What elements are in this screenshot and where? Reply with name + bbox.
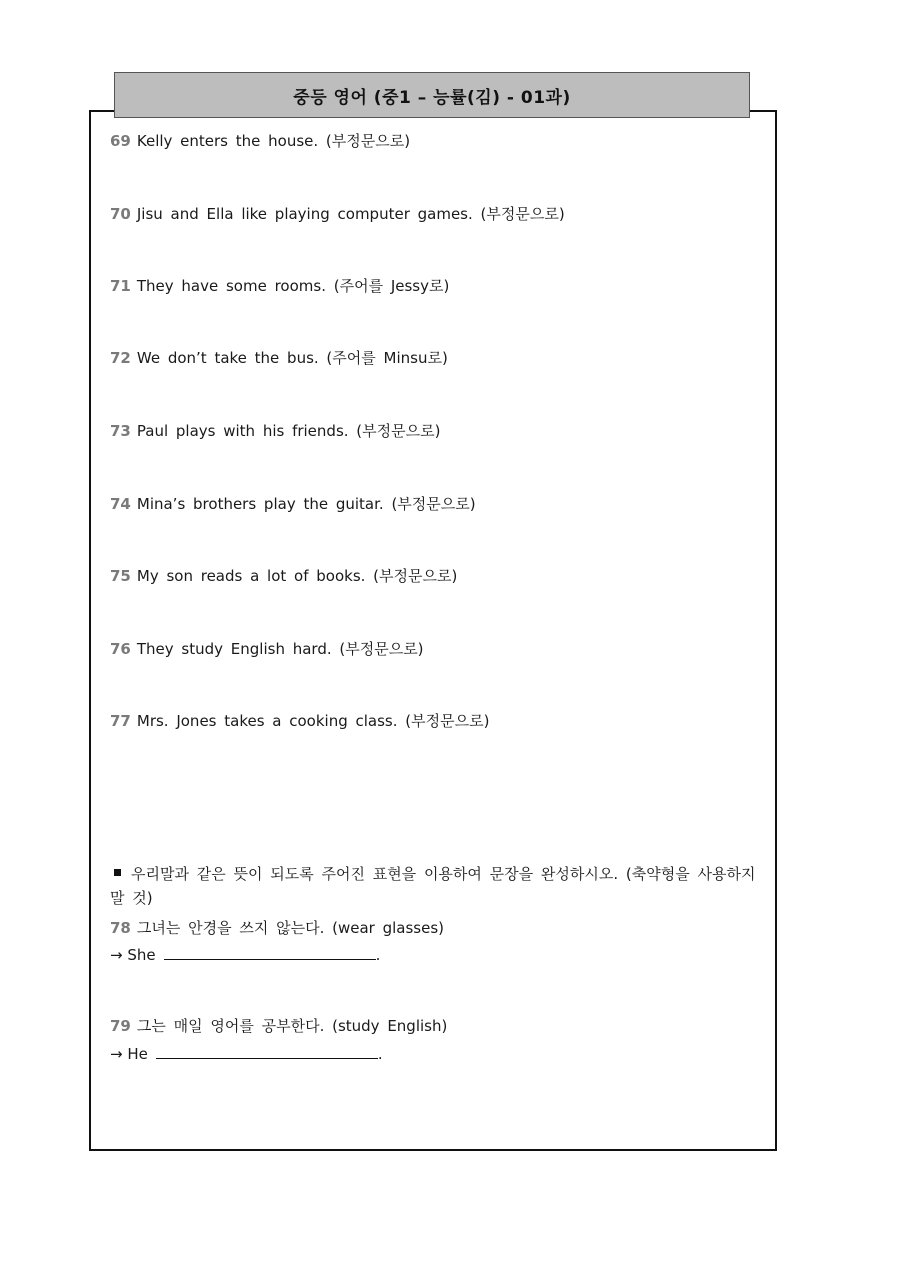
question-number: 73 bbox=[110, 422, 131, 440]
question-number: 74 bbox=[110, 495, 131, 513]
answer-blank[interactable] bbox=[156, 1044, 378, 1059]
question-73 bbox=[110, 421, 440, 441]
worksheet-frame bbox=[89, 110, 777, 1151]
question-number: 75 bbox=[110, 567, 131, 585]
question-75 bbox=[110, 566, 457, 586]
question-text: They study English hard. (부정문으로) bbox=[136, 640, 424, 658]
question-text: We don’t take the bus. (주어를 Minsu로) bbox=[136, 349, 448, 367]
question-text: Paul plays with his friends. (부정문으로) bbox=[136, 422, 441, 440]
instruction bbox=[110, 862, 758, 910]
question-70 bbox=[110, 204, 565, 224]
page-title bbox=[114, 72, 750, 118]
square-bullet-icon bbox=[114, 869, 121, 876]
question-76 bbox=[110, 639, 424, 659]
question-number: 76 bbox=[110, 640, 131, 658]
answer-prefix: → He bbox=[110, 1045, 148, 1063]
answer-prefix: → She bbox=[110, 946, 156, 964]
question-text: 그녀는 안경을 쓰지 않는다. (wear glasses) bbox=[136, 919, 444, 937]
question-text: My son reads a lot of books. (부정문으로) bbox=[136, 567, 458, 585]
answer-line-79 bbox=[110, 1044, 383, 1064]
question-number: 78 bbox=[110, 919, 131, 937]
question-number: 72 bbox=[110, 349, 131, 367]
answer-suffix: . bbox=[377, 1045, 383, 1063]
answer-suffix: . bbox=[375, 946, 381, 964]
question-69 bbox=[110, 131, 410, 151]
question-72 bbox=[110, 348, 448, 368]
page-title-text: 중등 영어 (중1 – 능률(김) - 01과) bbox=[293, 87, 571, 108]
question-text: Kelly enters the house. (부정문으로) bbox=[136, 132, 411, 150]
question-number: 79 bbox=[110, 1017, 131, 1035]
question-text: Mrs. Jones takes a cooking class. (부정문으로) bbox=[136, 712, 490, 730]
question-77 bbox=[110, 711, 489, 731]
question-text: 그는 매일 영어를 공부한다. (study English) bbox=[136, 1017, 448, 1035]
question-number: 70 bbox=[110, 205, 131, 223]
question-number: 77 bbox=[110, 712, 131, 730]
question-text: Mina’s brothers play the guitar. (부정문으로) bbox=[136, 495, 476, 513]
question-71 bbox=[110, 276, 449, 296]
instruction-text: 우리말과 같은 뜻이 되도록 주어진 표현을 이용하여 문장을 완성하시오. (축약형을 사용하지 말 것) bbox=[110, 865, 756, 907]
question-78 bbox=[110, 918, 444, 938]
question-number: 69 bbox=[110, 132, 131, 150]
question-74 bbox=[110, 494, 476, 514]
answer-blank[interactable] bbox=[164, 945, 376, 960]
answer-line-78 bbox=[110, 945, 380, 965]
question-text: Jisu and Ella like playing computer games. (부정문으로) bbox=[136, 205, 565, 223]
question-number: 71 bbox=[110, 277, 131, 295]
question-text: They have some rooms. (주어를 Jessy로) bbox=[136, 277, 450, 295]
question-79 bbox=[110, 1016, 447, 1036]
